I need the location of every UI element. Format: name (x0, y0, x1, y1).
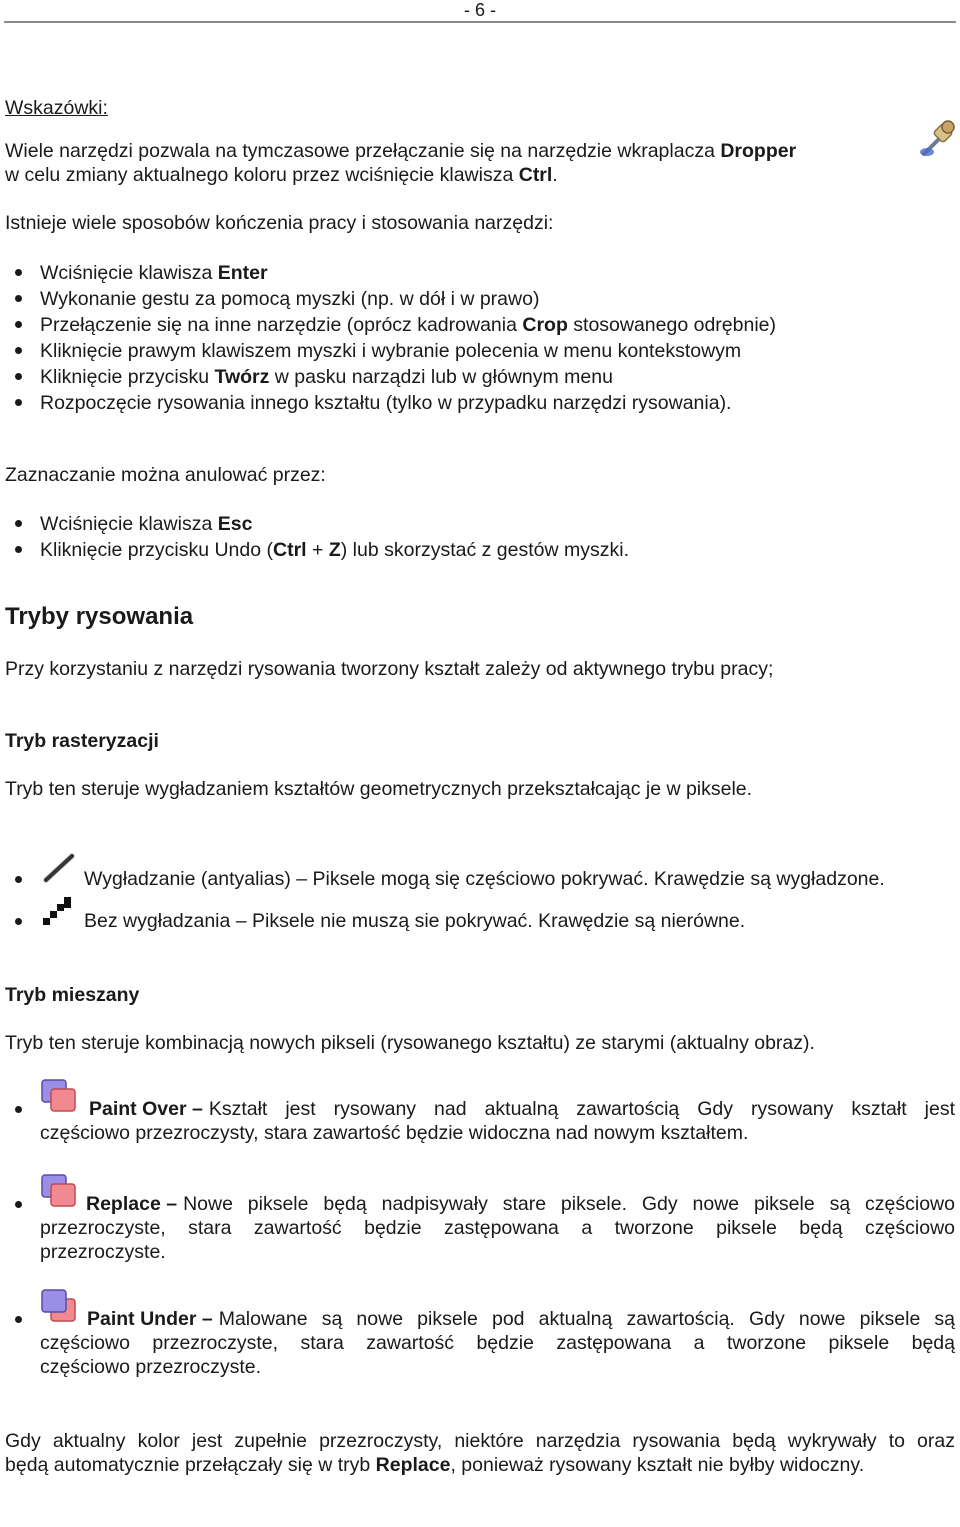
bullet (15, 546, 22, 553)
dropper-icon (918, 118, 958, 166)
blend-item-paint-under: Paint Under – Malowane są nowe piksele pod aktualną zawartością. Gdy nowe piksele są częściowo przezroczyste, stara zawartość będzie zastępowana a tworzone piksele będą częściowo przezroczyste. (40, 1308, 955, 1378)
bullet (15, 1106, 22, 1113)
finish-intro: Istnieje wiele sposobów kończenia pracy i stosowania narzędzi: (5, 212, 554, 234)
list-item: Kliknięcie prawym klawiszem myszki i wybranie polecenia w menu kontekstowym (40, 340, 742, 362)
aliased-pixels-icon (42, 893, 76, 933)
hints-title: Wskazówki: (5, 97, 108, 119)
bullet (15, 295, 22, 302)
bullet (15, 399, 22, 406)
list-item: Wykonanie gestu za pomocą myszki (np. w dół i w prawo) (40, 288, 540, 310)
list-item: Wciśnięcie klawisza Esc (40, 513, 253, 535)
bullet (15, 269, 22, 276)
section-intro: Przy korzystaniu z narzędzi rysowania tworzony kształt zależy od aktywnego trybu pracy; (5, 658, 774, 680)
bullet (15, 876, 22, 883)
bullet (15, 347, 22, 354)
bullet (15, 1201, 22, 1208)
blend-description: Tryb ten steruje kombinacją nowych pikseli (rysowanego kształtu) ze starymi (aktualny obraz). (5, 1032, 815, 1054)
blend-item-paint-over: Paint Over – Kształt jest rysowany nad aktualną zawartością Gdy rysowany kształt jest częściowo przezroczysty, stara zawartość będzie widoczna nad nowym kształtem. (40, 1098, 955, 1144)
raster-item-aliased: Bez wygładzania – Piksele nie muszą sie pokrywać. Krawędzie są nierówne. (84, 910, 746, 932)
header-rule (4, 21, 956, 23)
bullet (15, 520, 22, 527)
raster-item-antialias: Wygładzanie (antyalias) – Piksele mogą się częściowo pokrywać. Krawędzie są wygładzone. (84, 868, 885, 890)
bullet (15, 321, 22, 328)
dropper-hint-line2: w celu zmiany aktualnego koloru przez wciśnięcie klawisza Ctrl. (5, 164, 558, 186)
list-item: Wciśnięcie klawisza Enter (40, 262, 268, 284)
raster-description: Tryb ten steruje wygładzaniem kształtów geometrycznych przekształcając je w piksele. (5, 778, 753, 800)
list-item: Kliknięcie przycisku Twórz w pasku narządzi lub w głównym menu (40, 366, 613, 388)
blend-heading: Tryb mieszany (5, 984, 140, 1006)
raster-heading: Tryb rasteryzacji (5, 730, 159, 752)
transparency-note: Gdy aktualny kolor jest zupełnie przezroczysty, niektóre narzędzia rysowania będą wykrywały to oraz będą automatycznie przełączały się w tryb Replace, ponieważ rysowany kształt nie byłby widoczny. (5, 1430, 955, 1476)
blend-item-replace: Replace – Nowe piksele będą nadpisywały stare piksele. Gdy nowe piksele są częściowo przezroczyste, stara zawartość będzie zastępowana a tworzone piksele będą częściowo przezroczyste. (40, 1193, 955, 1263)
page-number: - 6 - (463, 0, 496, 20)
bullet (15, 373, 22, 380)
cancel-intro: Zaznaczanie można anulować przez: (5, 464, 326, 486)
list-item: Przełączenie się na inne narzędzie (oprócz kadrowania Crop stosowanego odrębnie) (40, 314, 776, 336)
antialias-line-icon (42, 852, 76, 892)
list-item: Rozpoczęcie rysowania innego kształtu (tylko w przypadku narzędzi rysowania). (40, 392, 732, 414)
section-heading: Tryby rysowania (5, 603, 194, 630)
bullet (15, 1316, 22, 1323)
list-item: Kliknięcie przycisku Undo (Ctrl + Z) lub skorzystać z gestów myszki. (40, 539, 629, 561)
bullet (15, 918, 22, 925)
dropper-hint-line1: Wiele narzędzi pozwala na tymczasowe przełączanie się na narzędzie wkraplacza Dropper (5, 140, 797, 162)
